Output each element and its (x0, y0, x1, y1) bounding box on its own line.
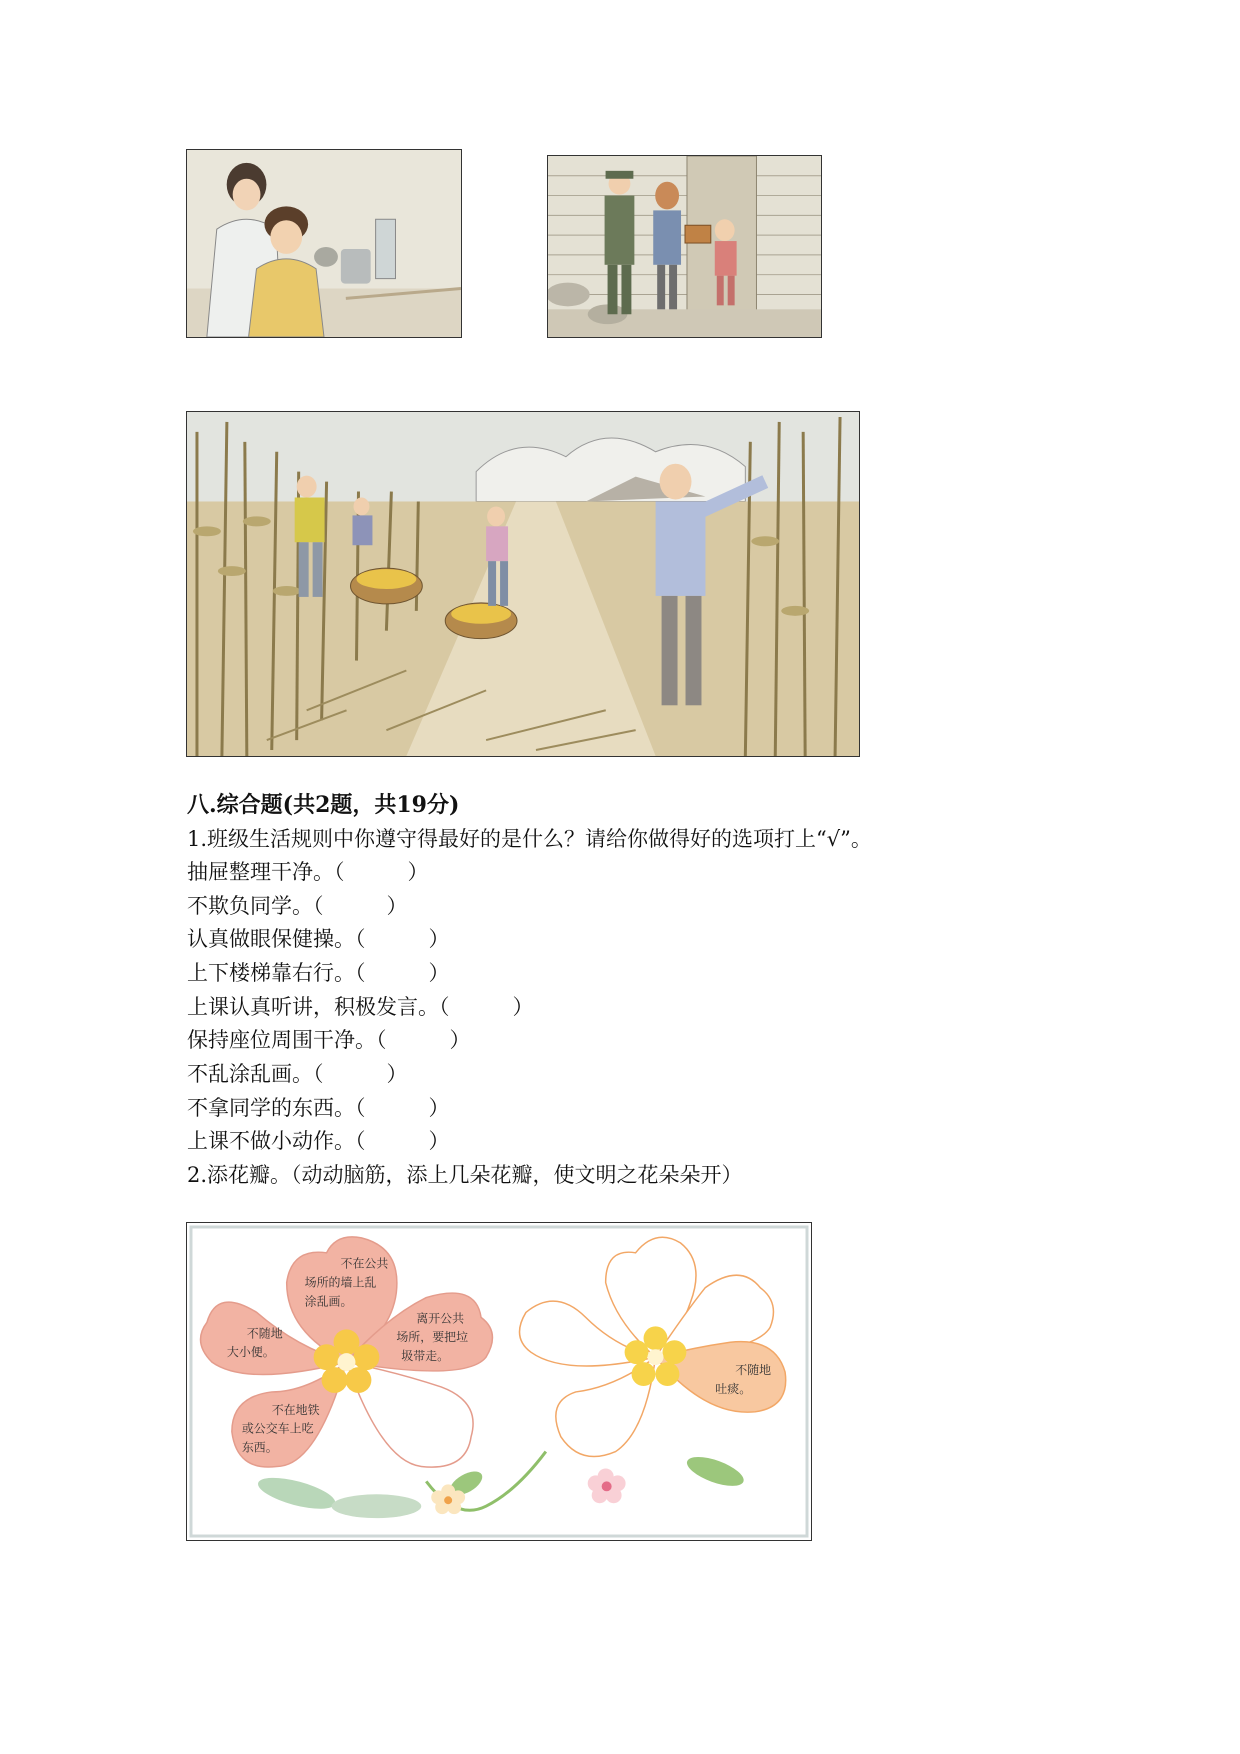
option-1: 抽屉整理干净。（ ） (187, 860, 429, 884)
svg-text:场所的墙上乱 (305, 1275, 377, 1290)
option-6: 保持座位周围干净。（ ） (187, 1028, 471, 1052)
option-2: 不欺负同学。（ ） (187, 894, 408, 918)
petal-top-line-1: 不在公共 (340, 1256, 389, 1271)
svg-text:不随地 (735, 1362, 771, 1377)
petal-bottom-line-1: 不在地铁 (271, 1402, 320, 1417)
section-title: 八.综合题(共2题，共19分) (187, 792, 460, 818)
petal-top-line-3: 涂乱画。 (304, 1294, 353, 1309)
option-4: 上下楼梯靠右行。（ ） (187, 961, 450, 985)
question-2-prompt: 2.添花瓣。（动动脑筋，添上几朵花瓣，使文明之花朵朵开） (187, 1163, 743, 1187)
option-8: 不拿同学的东西。（ ） (187, 1096, 450, 1120)
petal-right-line-2: 场所，要把垃 (396, 1330, 469, 1345)
second-flower-petal-line-2: 吐痰。 (715, 1381, 752, 1396)
svg-text:涂乱画。 (305, 1294, 353, 1308)
petal-left-line-2: 大小便。 (226, 1345, 275, 1360)
second-flower-petal-line-1: 不随地 (735, 1363, 772, 1378)
petal-left-line-1: 不随地 (246, 1326, 283, 1341)
svg-text:吐痰。 (715, 1381, 751, 1396)
illustration-corn-harvest (186, 411, 860, 757)
svg-text:东西。 (242, 1441, 278, 1455)
petal-bottom-line-3: 东西。 (241, 1440, 278, 1455)
illustration-civilization-flower (186, 1222, 812, 1541)
svg-text:大小便。 (227, 1344, 275, 1359)
petal-right-line-1: 离开公共 (416, 1311, 465, 1326)
option-5: 上课认真听讲，积极发言。（ ） (187, 995, 534, 1019)
svg-text:圾带走。 (401, 1348, 449, 1363)
question-1-prompt: 1.班级生活规则中你遵守得最好的是什么？请给你做得好的选项打上“√”。 (187, 827, 872, 851)
svg-text:不在地铁 (272, 1402, 320, 1417)
svg-text:离开公共 (416, 1310, 464, 1325)
svg-text:或公交车上吃 (242, 1421, 314, 1436)
petal-top-line-2: 场所的墙上乱 (304, 1275, 377, 1290)
illustration-delivery (547, 155, 822, 338)
petal-bottom-line-2: 或公交车上吃 (241, 1421, 314, 1436)
option-7: 不乱涂乱画。（ ） (187, 1062, 408, 1086)
svg-text:场所，要把垃 (396, 1329, 468, 1344)
petal-right-line-3: 圾带走。 (401, 1349, 450, 1364)
svg-text:不随地 (247, 1325, 283, 1340)
illustration-hairdresser (186, 149, 462, 338)
option-3: 认真做眼保健操。（ ） (187, 927, 450, 951)
option-9: 上课不做小动作。（ ） (187, 1129, 450, 1153)
svg-text:不在公共 (341, 1256, 389, 1271)
